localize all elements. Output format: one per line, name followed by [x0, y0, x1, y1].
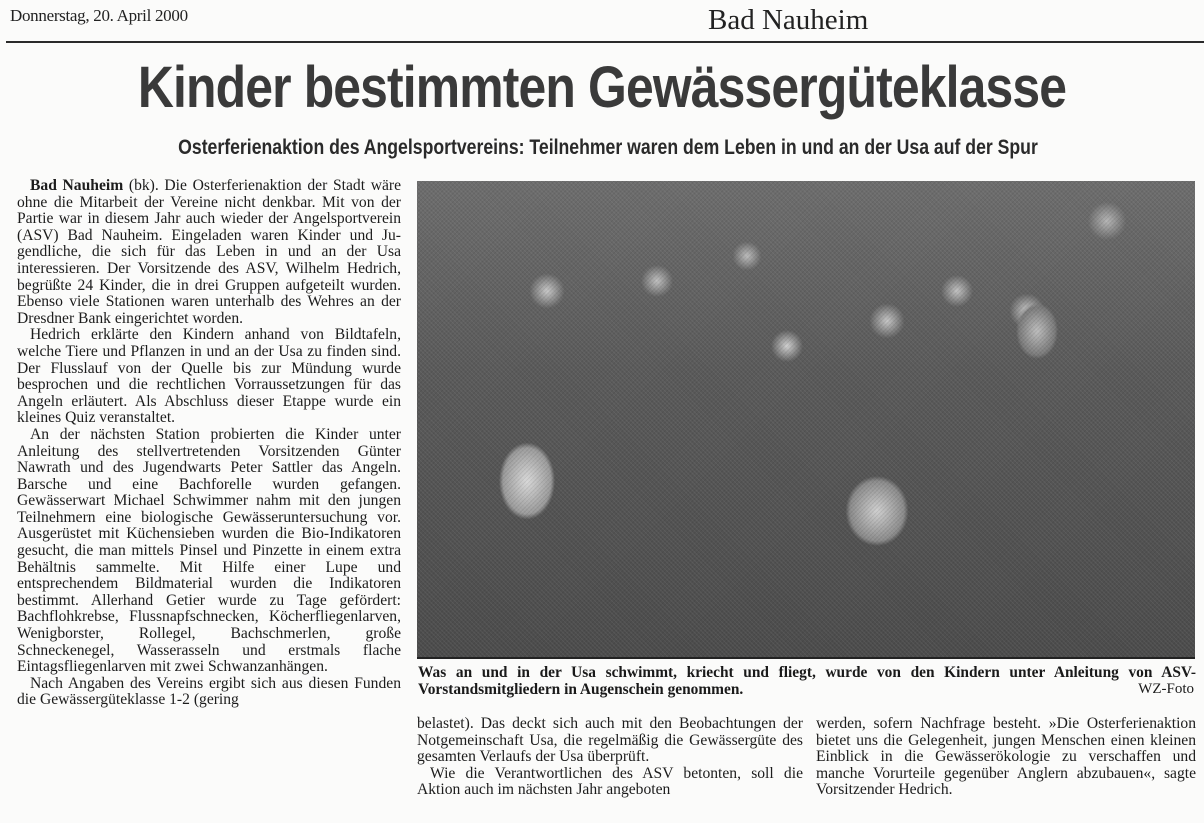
photo-caption: Was an und in der Usa schwimmt, kriecht und fliegt, wurde von den Kindern unter Anleitung von ASV-Vorstandsmitgliedern in Augenschein genommen.	[418, 664, 1196, 698]
paragraph	[17, 178, 401, 327]
headline: Kinder bestimmten Gewässergüteklasse	[137, 55, 1067, 120]
paragraph-text: (bk). Die Osterferienaktion der Stadt wäre ohne die Mitarbeit der Vereine nicht denkbar. Mit von der Partie war in diesem Jahr auch wieder der Angelsportverein (ASV) Bad Nauheim. Eingeladen waren Kinder und Jugendliche, die sich für das Leben in und an der Usa interessieren. Der Vorsitzende des ASV, Wilhelm Hedrich, begrüßte 24 Kinder, die in drei Gruppen aufgeteilt wurden. Ebenso viele Stationen waren unterhalb des Wehres an der Dresdner Bank eingerichtet worden.	[17, 177, 401, 327]
article-column-3	[816, 716, 1196, 799]
news-photo	[417, 181, 1195, 659]
header-rule	[6, 41, 1204, 43]
subheadline: Osterferienaktion des Angelsportvereins: Teilnehmer waren dem Leben in und an der Usa auf der Spur	[178, 136, 1038, 159]
paragraph: Wie die Verantwortlichen des ASV betonten, soll die Aktion auch im nächsten Jahr angeboten	[417, 764, 803, 799]
location-lead: Bad Nauheim	[30, 177, 124, 194]
photo-credit: WZ-Foto	[1138, 681, 1194, 697]
paragraph: belastet). Das deckt sich auch mit den Beobachtungen der Notgemeinschaft Usa, die regelmäßig die Gewässergüte des gesamten Verlaufs der Usa überprüft.	[417, 715, 803, 766]
paragraph: werden, sofern Nachfrage besteht. »Die Osterferienaktion bietet uns die Gelegenheit, jungen Menschen einen kleinen Einblick in die Gewässerökologie zu verschaffen und manche Vorurteile gegenüber Anglern abzubauen«, sagte Vorsitzender Hedrich.	[816, 715, 1196, 799]
dateline: Donnerstag, 20. April 2000	[10, 6, 188, 25]
section-title: Bad Nauheim	[708, 4, 869, 36]
article-column-1	[17, 178, 401, 709]
article-column-2	[417, 716, 803, 799]
paragraph: An der nächsten Station probierten die Kinder unter Anleitung des stellvertretenden Vorsitzenden Günter Nawrath und des Jugendwarts Peter Sattler das Angeln. Barsche und eine Bachforelle wurden gefangen. Gewässerwart Michael Schwimmer nahm mit den jungen Teilnehmern eine biologische Gewässeruntersuchung vor. Ausgerüstet mit Küchensieben wurden die Bio-Indikatoren gesucht, die man mittels Pinsel und Pinzette in einem extra Behältnis sammelte. Mit Hilfe einer Lupe und entsprechendem Bildmaterial wurden die Indikatoren bestimmt. Allerhand Getier wurde zu Tage gefördert: Bachflohkrebse, Flussnapfschnecken, Köcherfliegenlarven, Wenigborster, Rollegel, Bachschmerlen, große Schneckenegel, Wasserasseln und erstmals flache Eintagsfliegenlarven mit zwei Schwanzanhängen.	[17, 425, 401, 676]
paragraph: Nach Angaben des Vereins ergibt sich aus diesen Funden die Gewässergüteklasse 1-2 (gering	[17, 674, 401, 709]
paragraph: Hedrich erklärte den Kindern anhand von Bildtafeln, welche Tiere und Pflanzen in und an der Usa zu finden sind. Der Flusslauf von der Quelle bis zur Mündung wurde besprochen und die rechtlichen Vorraussetzungen für das Angeln erläutert. Als Abschluss dieser Etappe wurde ein kleines Quiz veranstaltet.	[17, 326, 401, 427]
